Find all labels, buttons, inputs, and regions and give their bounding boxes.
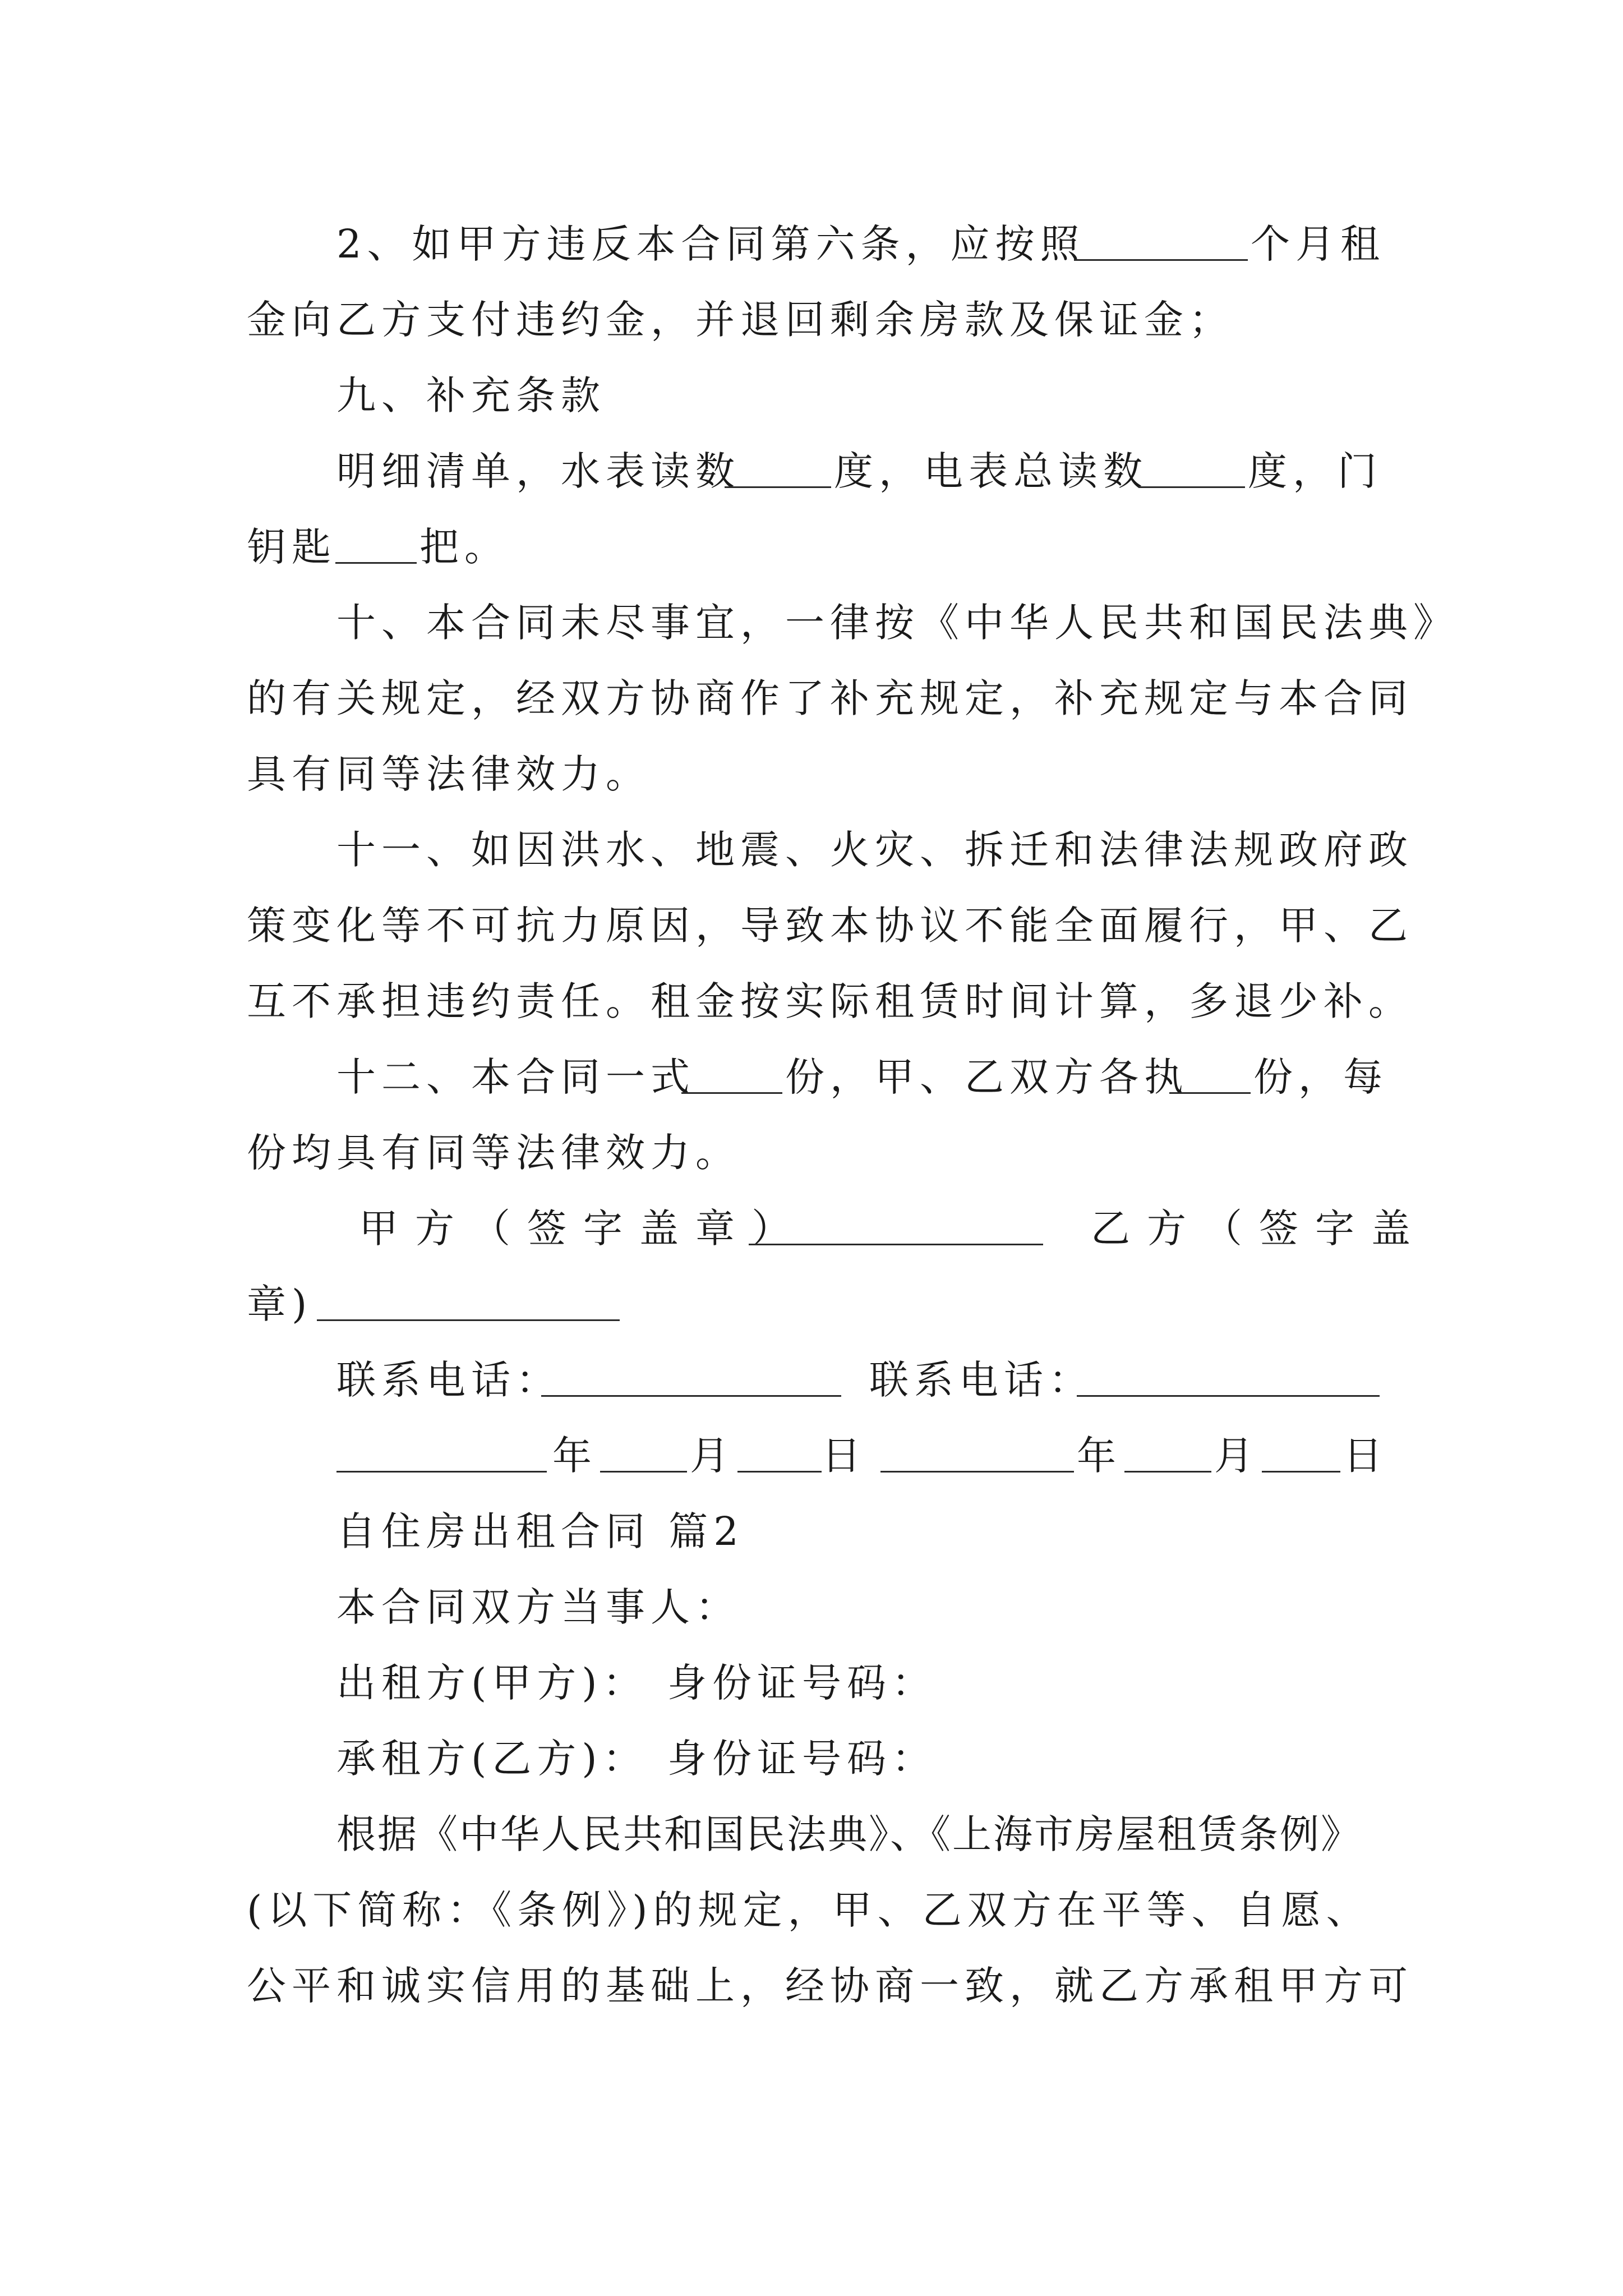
party-b-signature-label: 乙方（签字盖	[1091, 1205, 1427, 1251]
clause-8-2-line-1	[0, 208, 1623, 280]
section-11-text-a: 十一、如因洪水、地震、火灾、拆迁和法律法规政府政	[336, 827, 1413, 873]
party-b-month-blank	[1124, 1471, 1211, 1473]
section-9-heading	[0, 359, 1623, 432]
signature-line-2	[0, 1268, 1623, 1341]
door-label: 度，门	[1248, 448, 1382, 494]
section-12-line-1	[0, 1041, 1623, 1114]
section-9-title: 九、补充条款	[336, 372, 606, 418]
lessor-line	[0, 1646, 1623, 1719]
section-12-text-b: 份，甲、乙双方各执	[785, 1054, 1189, 1100]
contract-2-title: 自住房出租合同 篇2	[336, 1508, 744, 1554]
section-11-text-c: 互不承担违约责任。租金按实际租赁时间计算，多退少补。	[247, 978, 1413, 1024]
party-b-signature-label-end: 章)	[247, 1281, 313, 1327]
basis-line-3	[0, 1949, 1623, 2022]
party-a-signature-label: 甲方（签字盖章）	[359, 1205, 808, 1251]
basis-text-b: (以下简称：《条例》)的规定，甲、乙双方在平等、自愿、	[247, 1887, 1371, 1933]
section-12-text-a: 十二、本合同一式	[336, 1054, 695, 1100]
basis-line-2	[0, 1874, 1623, 1947]
clause-8-2-text-a: 2、如甲方违反本合同第六条，应按照	[336, 221, 1085, 267]
party-a-phone-blank	[541, 1395, 841, 1397]
party-a-day-label: 日	[822, 1433, 866, 1479]
section-10-text-c: 具有同等法律效力。	[247, 751, 651, 797]
party-a-day-blank	[737, 1471, 822, 1473]
clause-8-2-line-2	[0, 283, 1623, 356]
section-10-line-1	[0, 586, 1623, 659]
party-b-year-label: 年	[1077, 1433, 1122, 1479]
detail-list-line-1	[0, 435, 1623, 508]
key-unit: 把。	[419, 524, 509, 570]
party-b-year-blank	[880, 1471, 1074, 1473]
party-a-month-label: 月	[690, 1433, 735, 1479]
section-11-text-b: 策变化等不可抗力原因，导致本协议不能全面履行，甲、乙	[247, 903, 1413, 949]
party-b-day-label: 日	[1343, 1433, 1388, 1479]
party-a-phone-label: 联系电话：	[336, 1357, 561, 1403]
water-meter-blank	[725, 486, 831, 488]
date-line	[0, 1419, 1623, 1492]
contract-2-heading	[0, 1495, 1623, 1568]
clause-8-2-text-b: 个月租	[1251, 221, 1385, 267]
basis-text-c: 公平和诚实信用的基础上，经协商一致，就乙方承租甲方可	[247, 1963, 1413, 2009]
basis-line-1	[0, 1798, 1623, 1871]
lessor-label: 出租方(甲方)：	[336, 1660, 648, 1706]
party-a-signature-blank	[749, 1244, 1043, 1245]
lessor-id-label: 身份证号码：	[667, 1660, 937, 1706]
key-label: 钥匙	[247, 524, 336, 570]
section-11-line-1	[0, 813, 1623, 886]
electric-meter-label: 度，电表总读数	[834, 448, 1148, 494]
section-11-line-2	[0, 889, 1623, 962]
basis-text-a: 根据《中华人民共和国民法典》、《上海市房屋租赁条例》	[336, 1811, 1362, 1857]
party-a-year-label: 年	[552, 1433, 597, 1479]
party-b-phone-label: 联系电话：	[869, 1357, 1094, 1403]
party-b-phone-blank	[1077, 1395, 1380, 1397]
section-10-line-3	[0, 738, 1623, 811]
copies-each-blank	[1169, 1092, 1251, 1094]
parties-intro-text: 本合同双方当事人：	[336, 1584, 740, 1630]
section-10-line-2	[0, 662, 1623, 735]
section-12-text-d: 份均具有同等法律效力。	[247, 1130, 740, 1176]
section-12-text-c: 份，每	[1253, 1054, 1388, 1100]
copies-total-blank	[681, 1092, 782, 1094]
party-b-month-label: 月	[1214, 1433, 1259, 1479]
party-b-signature-blank	[317, 1319, 620, 1321]
party-a-year-blank	[336, 1471, 547, 1473]
lessee-label: 承租方(乙方)：	[336, 1736, 648, 1782]
section-11-line-3	[0, 965, 1623, 1038]
party-a-month-blank	[600, 1471, 687, 1473]
lessee-line	[0, 1722, 1623, 1795]
signature-line-1	[0, 1192, 1623, 1265]
section-12-line-2	[0, 1116, 1623, 1189]
contact-phone-line	[0, 1343, 1623, 1416]
clause-8-2-text-c: 金向乙方支付违约金，并退回剩余房款及保证金；	[247, 297, 1234, 343]
parties-intro-line	[0, 1571, 1623, 1644]
electric-meter-blank	[1138, 486, 1245, 488]
section-10-text-a: 十、本合同未尽事宜，一律按《中华人民共和国民法典》	[336, 600, 1458, 646]
section-10-text-b: 的有关规定，经双方协商作了补充规定，补充规定与本合同	[247, 675, 1413, 721]
key-count-blank	[335, 562, 417, 564]
water-meter-label: 明细清单，水表读数	[336, 448, 740, 494]
party-b-day-blank	[1262, 1471, 1340, 1473]
lessee-id-label: 身份证号码：	[667, 1736, 937, 1782]
detail-list-line-2	[0, 510, 1623, 583]
months-blank	[1074, 259, 1248, 261]
